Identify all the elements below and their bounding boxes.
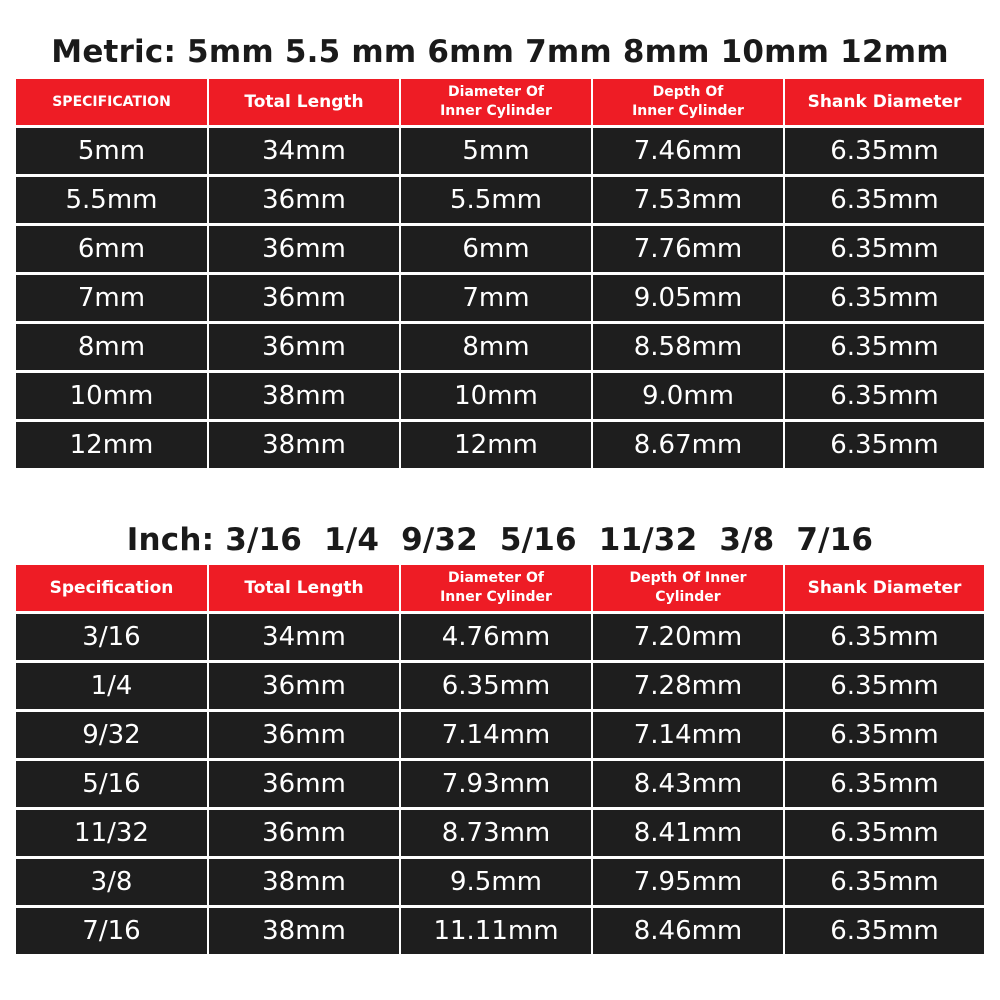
cell-inner-depth: 7.20mm — [592, 613, 784, 662]
cell-specification: 12mm — [16, 421, 208, 469]
cell-total-length: 36mm — [208, 225, 400, 274]
cell-inner-diameter: 8mm — [400, 323, 592, 372]
cell-specification: 3/16 — [16, 613, 208, 662]
cell-specification: 5.5mm — [16, 176, 208, 225]
cell-inner-depth: 9.0mm — [592, 372, 784, 421]
metric-section-title: Metric: 5mm 5.5 mm 6mm 7mm 8mm 10mm 12mm — [51, 34, 949, 70]
table-row — [16, 323, 984, 372]
cell-shank-diameter: 6.35mm — [784, 274, 984, 323]
cell-shank-diameter: 6.35mm — [784, 127, 984, 176]
cell-inner-depth: 7.14mm — [592, 711, 784, 760]
cell-inner-diameter: 6.35mm — [400, 662, 592, 711]
cell-inner-depth: 7.53mm — [592, 176, 784, 225]
cell-inner-depth: 7.28mm — [592, 662, 784, 711]
cell-total-length: 36mm — [208, 809, 400, 858]
cell-shank-diameter: 6.35mm — [784, 372, 984, 421]
table-row — [16, 127, 984, 176]
cell-total-length: 38mm — [208, 858, 400, 907]
table-row — [16, 809, 984, 858]
cell-inner-diameter: 12mm — [400, 421, 592, 469]
cell-inner-diameter: 10mm — [400, 372, 592, 421]
cell-inner-depth: 8.67mm — [592, 421, 784, 469]
cell-inner-depth: 9.05mm — [592, 274, 784, 323]
cell-shank-diameter: 6.35mm — [784, 225, 984, 274]
cell-specification: 7mm — [16, 274, 208, 323]
column-header-shank-diameter: Shank Diameter — [784, 565, 984, 613]
table-row — [16, 274, 984, 323]
cell-inner-diameter: 9.5mm — [400, 858, 592, 907]
cell-shank-diameter: 6.35mm — [784, 323, 984, 372]
cell-shank-diameter: 6.35mm — [784, 176, 984, 225]
cell-inner-depth: 8.43mm — [592, 760, 784, 809]
table-row — [16, 176, 984, 225]
table-row — [16, 760, 984, 809]
cell-total-length: 36mm — [208, 323, 400, 372]
cell-total-length: 34mm — [208, 127, 400, 176]
cell-shank-diameter: 6.35mm — [784, 907, 984, 955]
cell-inner-depth: 8.46mm — [592, 907, 784, 955]
table-row — [16, 225, 984, 274]
cell-shank-diameter: 6.35mm — [784, 858, 984, 907]
table-row — [16, 662, 984, 711]
table-row — [16, 907, 984, 955]
cell-specification: 3/8 — [16, 858, 208, 907]
cell-total-length: 36mm — [208, 711, 400, 760]
cell-specification: 6mm — [16, 225, 208, 274]
table-row — [16, 711, 984, 760]
cell-total-length: 36mm — [208, 662, 400, 711]
inch-section-title: Inch: 3/16 1/4 9/32 5/16 11/32 3/8 7/16 — [126, 522, 874, 558]
cell-total-length: 36mm — [208, 176, 400, 225]
table-row — [16, 858, 984, 907]
table-row — [16, 613, 984, 662]
cell-total-length: 36mm — [208, 274, 400, 323]
column-header-total-length: Total Length — [208, 565, 400, 613]
cell-total-length: 36mm — [208, 760, 400, 809]
cell-shank-diameter: 6.35mm — [784, 613, 984, 662]
cell-shank-diameter: 6.35mm — [784, 809, 984, 858]
cell-specification: 10mm — [16, 372, 208, 421]
metric-table-body — [16, 127, 984, 469]
column-header-specification: Specification — [16, 565, 208, 613]
cell-total-length: 38mm — [208, 907, 400, 955]
inch-table-body — [16, 613, 984, 955]
cell-shank-diameter: 6.35mm — [784, 662, 984, 711]
column-header-inner-depth: Depth Of Inner Cylinder — [592, 565, 784, 613]
cell-inner-diameter: 11.11mm — [400, 907, 592, 955]
column-header-shank-diameter: Shank Diameter — [784, 79, 984, 127]
cell-inner-diameter: 7.93mm — [400, 760, 592, 809]
cell-specification: 7/16 — [16, 907, 208, 955]
cell-total-length: 34mm — [208, 613, 400, 662]
cell-inner-diameter: 7.14mm — [400, 711, 592, 760]
cell-specification: 11/32 — [16, 809, 208, 858]
metric-spec-table — [16, 79, 984, 468]
column-header-inner-diameter: Diameter Of Inner Cylinder — [400, 79, 592, 127]
inch-spec-table — [16, 565, 984, 954]
cell-inner-diameter: 6mm — [400, 225, 592, 274]
table-row — [16, 421, 984, 469]
cell-specification: 5mm — [16, 127, 208, 176]
cell-inner-depth: 7.95mm — [592, 858, 784, 907]
cell-total-length: 38mm — [208, 372, 400, 421]
cell-inner-depth: 8.41mm — [592, 809, 784, 858]
table-row — [16, 372, 984, 421]
cell-inner-diameter: 4.76mm — [400, 613, 592, 662]
cell-shank-diameter: 6.35mm — [784, 711, 984, 760]
cell-inner-diameter: 5mm — [400, 127, 592, 176]
cell-inner-diameter: 7mm — [400, 274, 592, 323]
cell-inner-diameter: 8.73mm — [400, 809, 592, 858]
column-header-total-length: Total Length — [208, 79, 400, 127]
cell-specification: 9/32 — [16, 711, 208, 760]
metric-header-row — [16, 79, 984, 127]
column-header-inner-diameter: Diameter Of Inner Cylinder — [400, 565, 592, 613]
column-header-inner-depth: Depth Of Inner Cylinder — [592, 79, 784, 127]
cell-inner-diameter: 5.5mm — [400, 176, 592, 225]
cell-total-length: 38mm — [208, 421, 400, 469]
cell-shank-diameter: 6.35mm — [784, 421, 984, 469]
cell-specification: 1/4 — [16, 662, 208, 711]
cell-inner-depth: 7.46mm — [592, 127, 784, 176]
cell-specification: 5/16 — [16, 760, 208, 809]
column-header-specification: SPECIFICATION — [16, 79, 208, 127]
cell-shank-diameter: 6.35mm — [784, 760, 984, 809]
cell-specification: 8mm — [16, 323, 208, 372]
cell-inner-depth: 7.76mm — [592, 225, 784, 274]
inch-header-row — [16, 565, 984, 613]
cell-inner-depth: 8.58mm — [592, 323, 784, 372]
